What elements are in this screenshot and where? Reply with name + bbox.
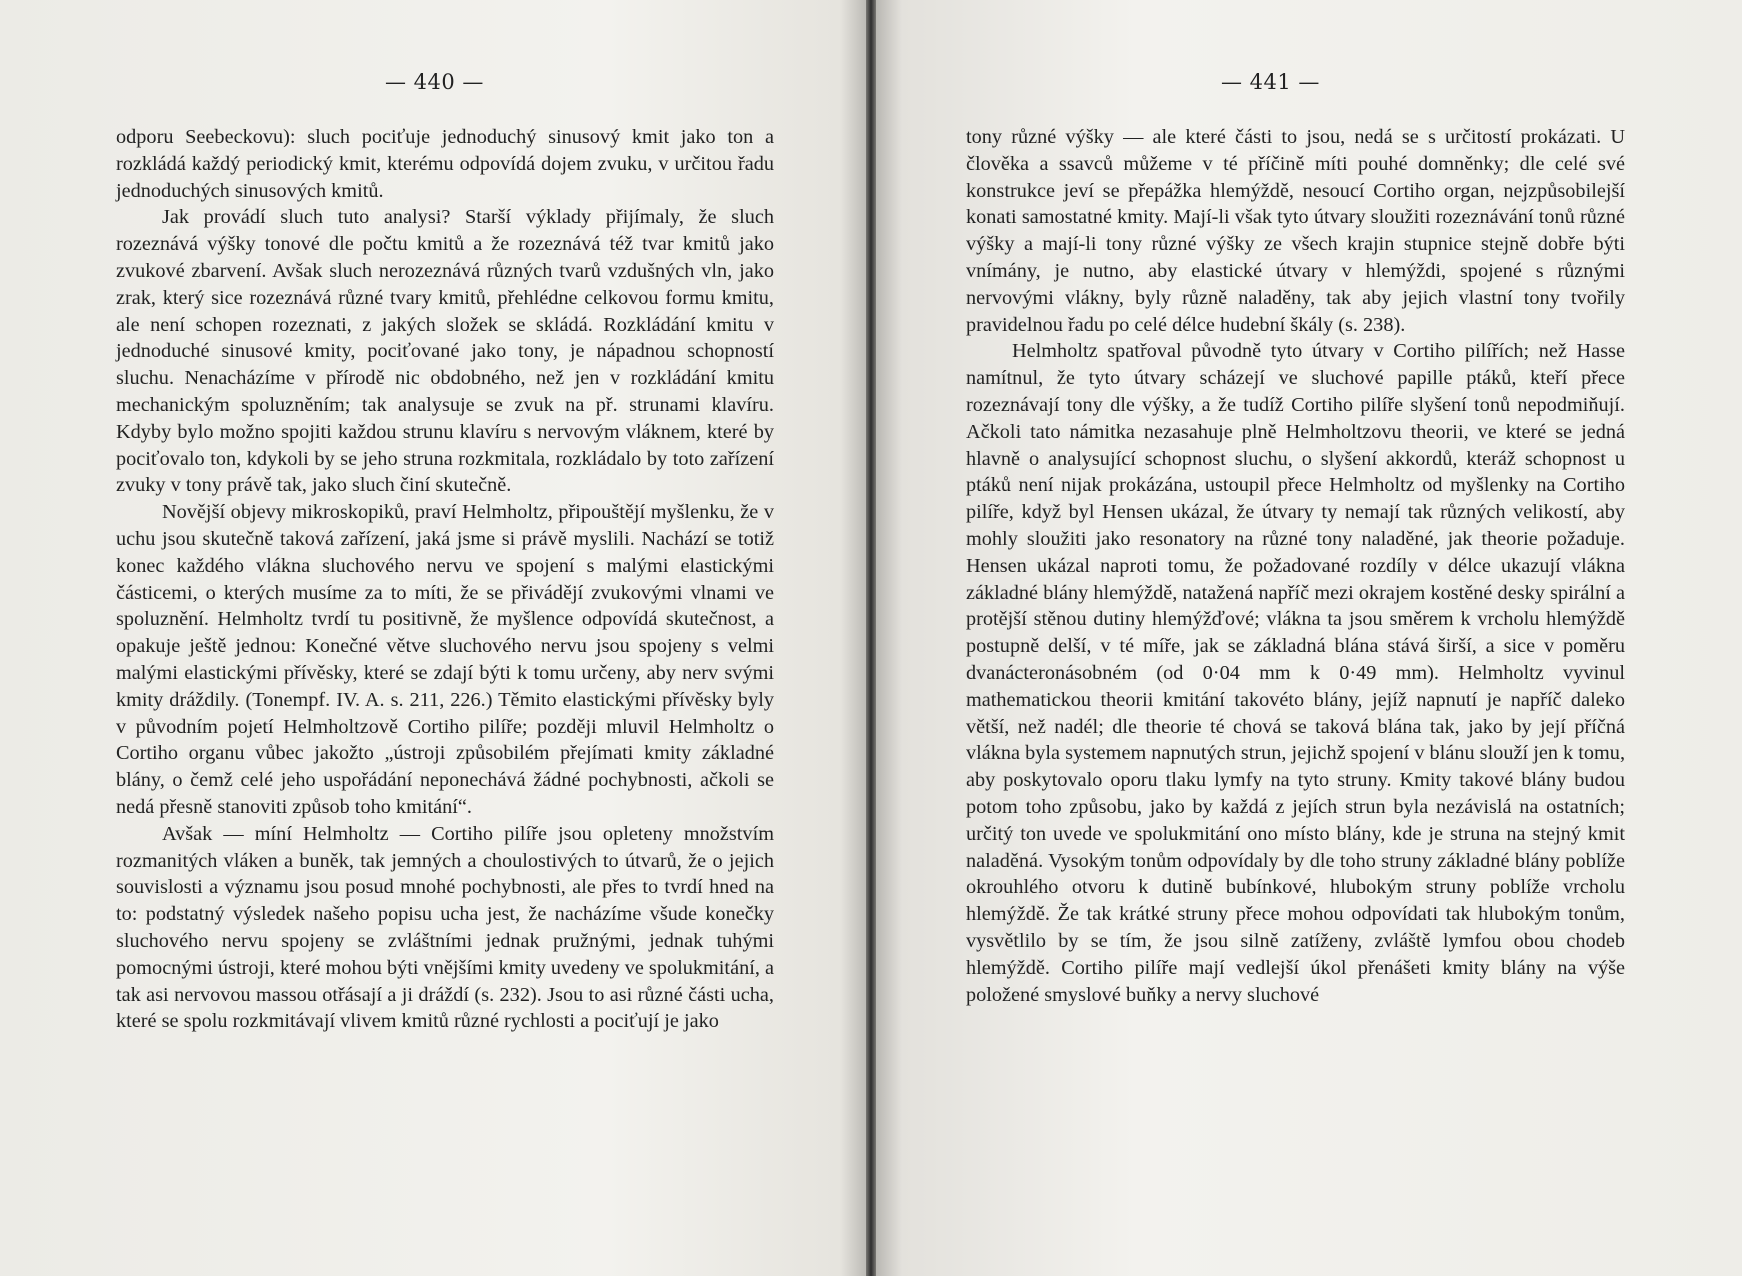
paragraph: Novější objevy mikroskopiků, praví Helmholtz, připouštějí myšlenku, že v uchu jsou skutečně taková zařízení, jaká jsme si právě myslili. Nachází se totiž konec každého vlákna sluchového nervu ve spojení s malými elastickými částicemi, o kterých musíme za to míti, že se přivádějí zvukovými vlnami ve spoluznění. Helmholtz tvrdí tu positivně, že myšlence odpovídá skutečnost, a opakuje ještě jednou: Konečné větve sluchového nervu jsou spojeny s velmi malými elastickými přívěsky, které se zdají býti k tomu určeny, aby nerv svými kmity dráždily. (Tonempf. IV. A. s. 211, 226.) Těmito elastickými přívěsky byly v původním pojetí Helmholtzově Cortiho pilíře; později mluvil Helmholtz o Cortiho organu vůbec jakožto „ústroji způsobilém přejímati kmity základné blány, o čemž celé jeho uspořádání neponechává žádné pochybnosti, ačkoli se nedá přesně stanoviti způsob toho kmitání“. — [116, 501, 774, 818]
paragraph: Jak provádí sluch tuto analysi? Starší výklady přijímaly, že sluch rozeznává výšky tonové dle počtu kmitů a že rozeznává též tvar kmitů jako zvukové zbarvení. Avšak sluch nerozeznává různých tvarů vzdušných vln, jako zrak, který sice rozeznává různé tvary kmitů, přehlédne celkovou formu kmitu, ale není schopen rozeznati, z jakých složek se skládá. Rozkládání kmitu v jednoduché sinusové kmity, pociťované jako tony, je nápadnou schopností sluchu. Nenacházíme v přírodě nic obdobného, než jen v rozkládání kmitu mechanickým spoluzněním; tak analysuje se zvuk na př. strunami klavíru. Kdyby bylo možno spojiti každou strunu klavíru s nervovým vláknem, které by pociťovalo ton, kdykoli by se jeho struna rozkmitala, rozkládalo by toto zařízení zvuky v tony právě tak, jako sluch činí skutečně. — [116, 206, 774, 497]
right-page-text — [966, 124, 1625, 1008]
book-gutter — [866, 0, 876, 1276]
left-page — [0, 0, 866, 1276]
paragraph: odporu Seebeckovu): sluch pociťuje jednoduchý sinusový kmit jako ton a rozkládá každý periodický kmit, kterému odpovídá dojem zvuku, v určitou řadu jednoduchých sinusových kmitů. — [116, 126, 774, 202]
paragraph: tony různé výšky — ale které části to jsou, nedá se s určitostí prokázati. U člověka a ssavců můžeme v té příčině míti pouhé domněnky; dle celé své konstrukce jeví se přepážka hlemýždě, nesoucí Cortiho organ, nejzpůsobilejší konati samostatné kmity. Mají-li však tyto útvary sloužiti rozeznávání tonů různé výšky a mají-li tony různé výšky ze všech krajin stupnice stejně dobře býti vnímány, je nutno, aby elastické útvary v hlemýždi, spojené s různými nervovými vlákny, byly různě naladěny, tak aby jejich vlastní tony tvořily pravidelnou řadu po celé délce hudební škály (s. 238). — [966, 126, 1625, 336]
right-page — [876, 0, 1742, 1276]
page-number-right: — 441 — — [1221, 70, 1320, 94]
left-page-text — [116, 124, 774, 1035]
paragraph: Avšak — míní Helmholtz — Cortiho pilíře jsou opleteny množstvím rozmanitých vláken a buněk, tak jemných a choulostivých to útvarů, že o jejich souvislosti a významu jsou posud mnohé pochybnosti, ale přes to tvrdí hned na to: podstatný výsledek našeho popisu ucha jest, že nacházíme všude konečky sluchového nervu spojeny se zvláštními jednak pružnými, jednak tuhými pomocnými ústroji, které mohou býti vnějšími kmity uvedeny ve spolukmitání, a tak asi nervovou massou otřásají a ji dráždí (s. 232). Jsou to asi různé části ucha, které se spolu rozkmitávají vlivem kmitů různé rychlosti a pociťují je jako — [116, 822, 774, 1033]
paragraph: Helmholtz spatřoval původně tyto útvary v Cortiho pilířích; než Hasse namítnul, že tyto útvary scházejí ve sluchové papille ptáků, kteří přece rozeznávají tony dle výšky, a že tudíž Cortiho pilíře slyšení tonů nepodmiňují. Ačkoli tato námitka nezasahuje plně Helmholtzovu theorii, ve které se jedná hlavně o analysující schopnost sluchu, o slyšení akkordů, kteráž schopnost u ptáků není nijak prokázána, ustoupil přece Helmholtz od myšlenky na Cortiho pilíře, když byl Hensen ukázal, že útvary ty nemají tak různých velikostí, aby mohly sloužiti jako resonatory na různé tony naladěné, jak theorie požaduje. Hensen ukázal naproti tomu, že požadované rozdíly v délce ukazují vlákna základné blány hlemýždě, natažená napříč mezi okrajem kostěné desky spirální a protější stěnou dutiny hlemýžďové; vlákna ta jsou směrem k vrcholu hlemýždě postupně delší, v té míře, jak se základná blána stává širší, a sice v poměru dvanácteronásobném (od 0·04 mm k 0·49 mm). Helmholtz vyvinul mathematickou theorii kmitání takovéto blány, jejíž napnutí je napříč daleko větší, než nadél; dle theorie té chová se taková blána tak, jako by její příčná vlákna byla systemem napnutých strun, jejichž spojení v blánu slouží jen k tomu, aby poskytovalo oporu tlaku lymfy na tyto struny. Kmity takové blány budou potom toho způsobu, jako by každá z jejích strun byla nezávislá na ostatních; určitý ton uvede ve spolukmitání ono místo blány, kde je struna na stejný kmit naladěná. Vysokým tonům odpovídaly by dle toho struny základné blány poblíže okrouhlého otvoru k dutině bubínkové, hlubokým struny poblíže vrcholu hlemýždě. Že tak krátké struny přece mohou odpovídati tak hlubokým tonům, vysvětlilo by se tím, že jsou silně zatíženy, zvláště lymfou obou chodeb hlemýždě. Cortiho pilíře mají vedlejší úkol přenášeti kmity blány na výše položené smyslové buňky a nervy sluchové — [966, 340, 1626, 1006]
page-number-left: — 440 — — [385, 70, 484, 94]
